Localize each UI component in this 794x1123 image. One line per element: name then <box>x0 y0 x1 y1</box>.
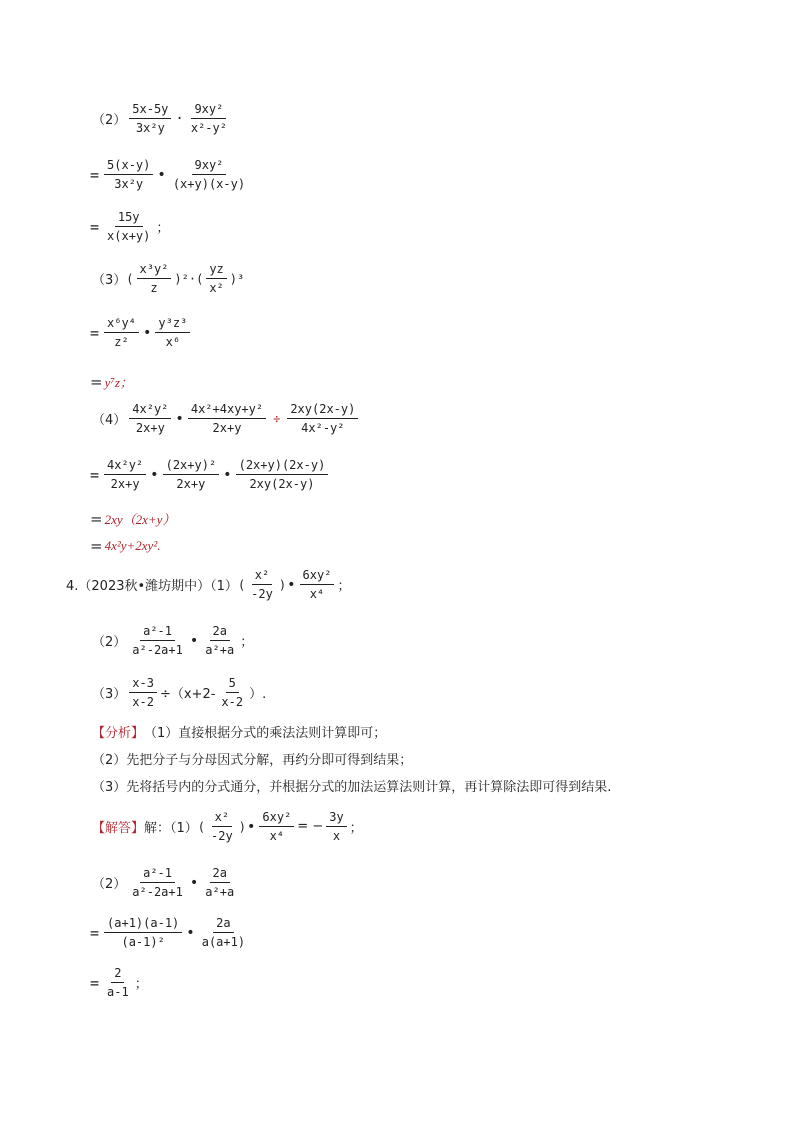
multiply-dot: • <box>157 166 166 183</box>
answer-step-2-2: = $\frac{2}{a-1}$ ； <box>90 966 148 999</box>
fraction: $\frac{2}{a-1}$ <box>107 966 129 999</box>
fraction: $\frac{\text{6xy²}}{\text{x⁴}}$ <box>300 568 335 601</box>
expr-3-4: （4） $\frac{\text{4x²y²}}{2x+y}$ • $\frac{\text{4x²+4xy+y²}}{2x+y}$ ÷ $\frac{2xy(2x-y)}{\text{4x²-y²}}$ <box>92 402 361 435</box>
multiply-dot: • <box>150 466 159 483</box>
fraction: $\frac{\text{9xy²}}{(x+y)(x-y)}$ <box>172 158 246 191</box>
fraction: $\frac{\text{a²-1}}{\text{a²-2a+1}}$ <box>132 866 183 899</box>
analysis-line-3: （3）先将括号内的分式通分，并根据分式的加法运算法则计算，再计算除法即可得到结果. <box>92 780 612 795</box>
fraction: $\frac{\text{6xy²}}{\text{x⁴}}$ <box>259 810 294 843</box>
multiply-dot: • <box>189 874 199 891</box>
analysis-line-2: （2）先把分子与分母因式分解，再约分即可得到结果； <box>92 753 413 768</box>
analysis-tag: 【分析】 <box>92 726 145 741</box>
step-3-3-1 <box>90 316 193 349</box>
fraction: $\frac{\text{4x²y²}}{2x+y}$ <box>129 402 171 435</box>
fraction: $\frac{2a}{\text{a²+a}}$ <box>205 866 235 899</box>
fraction: $\frac{\text{x²}}{-2y}$ <box>251 568 273 601</box>
analysis-line-1: 【分析】 （1）直接根据分式的乘法法则计算即可； <box>92 722 386 741</box>
problem-4-part-2: （2） $\frac{\text{a²-1}}{\text{a²-2a+1}}$ • $\frac{2a}{\text{a²+a}}$ ； <box>92 624 254 657</box>
multiply-dot: • <box>189 632 199 649</box>
fraction: $\frac{5x-5y}{\text{3x²y}}$ <box>129 102 171 135</box>
equals-sign: = <box>90 537 103 555</box>
fraction: $\frac{yz}{\text{x²}}$ <box>206 262 226 295</box>
multiply-dot: • <box>186 924 195 941</box>
fraction: $\frac{(a+1)(a-1)}{\text{(a-1)²}}$ <box>104 916 182 949</box>
divide-sign: ÷ <box>273 411 281 426</box>
fraction: $\frac{x-3}{x-2}$ <box>129 676 157 709</box>
fraction: $\frac{2a}{\text{a²+a}}$ <box>205 624 235 657</box>
expr-3-3: （3） ( $\frac{\text{x³y²}}{z}$ )²·( $\frac{yz}{\text{x²}}$ )³ <box>92 262 245 295</box>
fraction: $\frac{\text{x³y²}}{z}$ <box>137 262 172 295</box>
fraction: $\frac{\text{y³z³}}{\text{x⁶}}$ <box>155 316 190 349</box>
problem-4-part-3: （3） $\frac{x-3}{x-2}$ ÷（x+2- $\frac{5}{x-2}$ ）. <box>92 676 267 709</box>
fraction: $\frac{3y}{x}$ <box>326 810 346 843</box>
equals-sign: = <box>90 323 100 342</box>
answer-part-1: 【解答】 解：（1） ( $\frac{\text{x²}}{-2y}$ ) • $\frac{\text{6xy²}}{\text{x⁴}}$ = − $\frac{3y}{x}$ ； <box>92 810 363 843</box>
fraction: $\frac{(2x+y)(2x-y)}{2xy(2x-y)}$ <box>236 458 329 491</box>
fraction: $\frac{\text{9xy²}}{\text{x²-y²}}$ <box>190 102 227 135</box>
equals-sign: = <box>90 509 103 528</box>
answer-part-2: （2） $\frac{\text{a²-1}}{\text{a²-2a+1}}$ • $\frac{2a}{\text{a²+a}}$ <box>92 866 240 899</box>
fraction: $\frac{2xy(2x-y)}{\text{4x²-y²}}$ <box>287 402 358 435</box>
step-3-4-1 <box>90 458 331 491</box>
step-3-4-3: = 4x²y+2xy². <box>90 537 161 555</box>
fraction: $\frac{\text{a²-1}}{\text{a²-2a+1}}$ <box>132 624 183 657</box>
fraction: $\frac{15y}{x(x+y)}$ <box>107 210 151 243</box>
fraction: $\frac{2a}{a(a+1)}$ <box>201 916 246 949</box>
problem-4-header: 4.（2023秋•潍坊期中）（1） ( $\frac{\text{x²}}{-2y}$ ) • $\frac{\text{6xy²}}{\text{x⁴}}$ ； <box>66 568 351 601</box>
step-3-2-2: = $\frac{15y}{x(x+y)}$ ； <box>90 210 170 243</box>
multiply-dot: · <box>175 110 184 127</box>
equals-sign: = <box>90 973 100 992</box>
multiply-dot: • <box>287 576 296 593</box>
step-3-4-2: = 2xy（2x+y） <box>90 509 176 528</box>
equals-sign: = <box>90 923 100 942</box>
fraction: $\frac{\text{x⁶y⁴}}{\text{z²}}$ <box>104 316 139 349</box>
fraction: $\frac{\text{(2x+y)²}}{2x+y}$ <box>163 458 220 491</box>
multiply-dot: • <box>175 410 184 427</box>
label: （2） <box>92 113 127 128</box>
multiply-dot: • <box>223 466 232 483</box>
fraction: $\frac{\text{4x²y²}}{2x+y}$ <box>104 458 146 491</box>
equals-sign: = <box>90 217 100 236</box>
result-3-3: y⁷z； <box>104 375 133 390</box>
step-3-2-1 <box>90 158 251 191</box>
answer-step-2-1 <box>90 916 251 949</box>
answer-tag: 【解答】 <box>92 821 145 836</box>
equals-sign: = <box>90 165 100 184</box>
fraction: $\frac{5}{x-2}$ <box>221 676 244 709</box>
expr-3-2 <box>92 102 233 135</box>
equals-sign: = <box>90 372 103 391</box>
equals-sign: = <box>90 465 100 484</box>
fraction: $\frac{\text{x²}}{-2y}$ <box>211 810 233 843</box>
multiply-dot: • <box>142 324 152 341</box>
fraction: $\frac{5(x-y)}{\text{3x²y}}$ <box>104 158 153 191</box>
multiply-dot: • <box>246 818 256 835</box>
fraction: $\frac{\text{4x²+4xy+y²}}{2x+y}$ <box>188 402 266 435</box>
step-3-3-2 <box>90 372 133 391</box>
